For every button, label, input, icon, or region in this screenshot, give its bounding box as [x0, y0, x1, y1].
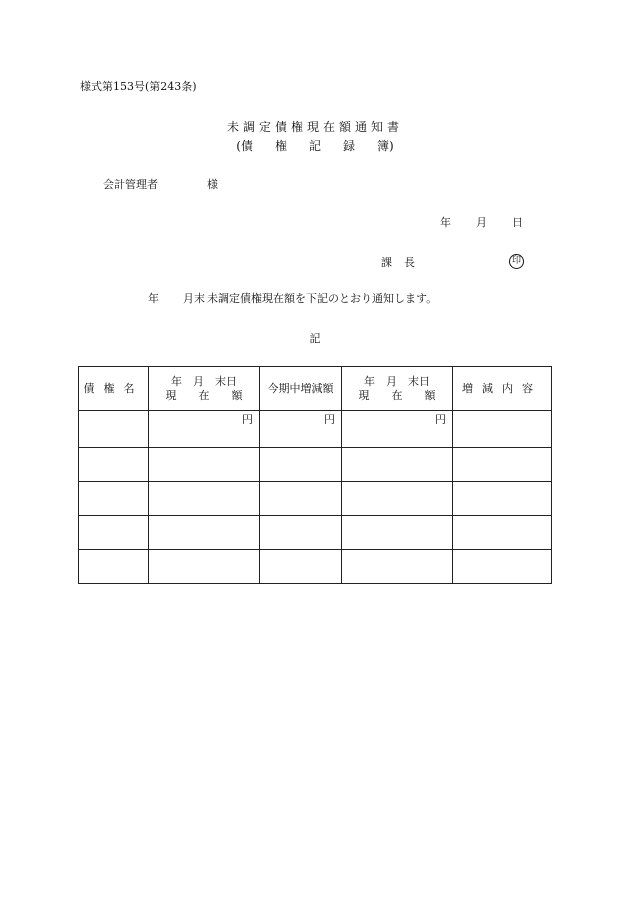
subtitle-word: 簿 — [377, 139, 390, 153]
cell-current-balance[interactable] — [342, 550, 453, 584]
notice-month-label: 月末 — [183, 292, 205, 305]
subtitle-word: 録 — [343, 139, 356, 153]
cell-change[interactable] — [260, 448, 342, 482]
ki-label: 記 — [309, 332, 321, 345]
cell-prev-balance[interactable] — [149, 448, 260, 482]
cell-current-balance[interactable] — [342, 516, 453, 550]
cell-change[interactable] — [260, 550, 342, 584]
subtitle-word: 記 — [308, 139, 321, 153]
header-bond-name: 債権名 — [79, 367, 149, 411]
date-day-label: 日 — [512, 216, 523, 229]
table-row — [79, 448, 552, 482]
seal-mark: 印 — [509, 254, 524, 269]
cell-details[interactable] — [453, 448, 552, 482]
table-header-row — [79, 367, 552, 411]
cell-bond-name[interactable] — [79, 550, 149, 584]
subtitle-word: 債 — [240, 139, 253, 153]
notice-year-label: 年 — [148, 292, 159, 305]
cell-current-balance[interactable]: 円 — [342, 411, 453, 448]
cell-prev-balance[interactable]: 円 — [149, 411, 260, 448]
cell-details[interactable] — [453, 482, 552, 516]
cell-change[interactable] — [260, 482, 342, 516]
cell-bond-name[interactable] — [79, 448, 149, 482]
cell-bond-name[interactable] — [79, 411, 149, 448]
addressee-suffix: 様 — [207, 178, 218, 191]
subtitle-word: 権 — [274, 139, 287, 153]
table-row — [79, 516, 552, 550]
section-chief-label: 課長 — [381, 256, 427, 269]
subtitle-close-paren: ) — [389, 139, 394, 153]
header-prev-balance: 年 月 末日 現 在 額 — [149, 367, 260, 411]
cell-current-balance[interactable] — [342, 482, 453, 516]
cell-change[interactable] — [260, 516, 342, 550]
cell-details[interactable] — [453, 516, 552, 550]
cell-current-balance[interactable] — [342, 448, 453, 482]
subtitle-open-paren: ( — [236, 139, 241, 153]
bond-table — [78, 366, 552, 584]
form-number: 様式第153号(第243条) — [80, 80, 197, 93]
header-details: 増減内容 — [453, 367, 552, 411]
table-row — [79, 482, 552, 516]
addressee-name: 会計管理者 — [103, 178, 158, 191]
date-month-label: 月 — [476, 216, 487, 229]
date-year-label: 年 — [440, 216, 451, 229]
notice-text: 未調定債権現在額を下記のとおり通知します。 — [207, 292, 438, 305]
document-subtitle — [0, 140, 630, 152]
cell-change[interactable]: 円 — [260, 411, 342, 448]
cell-bond-name[interactable] — [79, 482, 149, 516]
header-change: 今期中増減額 — [260, 367, 342, 411]
cell-prev-balance[interactable] — [149, 516, 260, 550]
cell-prev-balance[interactable] — [149, 550, 260, 584]
document-title: 未調定債権現在額通知書 — [226, 120, 403, 134]
header-current-balance: 年 月 末日 現 在 額 — [342, 367, 453, 411]
table-row — [79, 550, 552, 584]
cell-prev-balance[interactable] — [149, 482, 260, 516]
cell-bond-name[interactable] — [79, 516, 149, 550]
cell-details[interactable] — [453, 411, 552, 448]
table-row — [79, 411, 552, 448]
cell-details[interactable] — [453, 550, 552, 584]
